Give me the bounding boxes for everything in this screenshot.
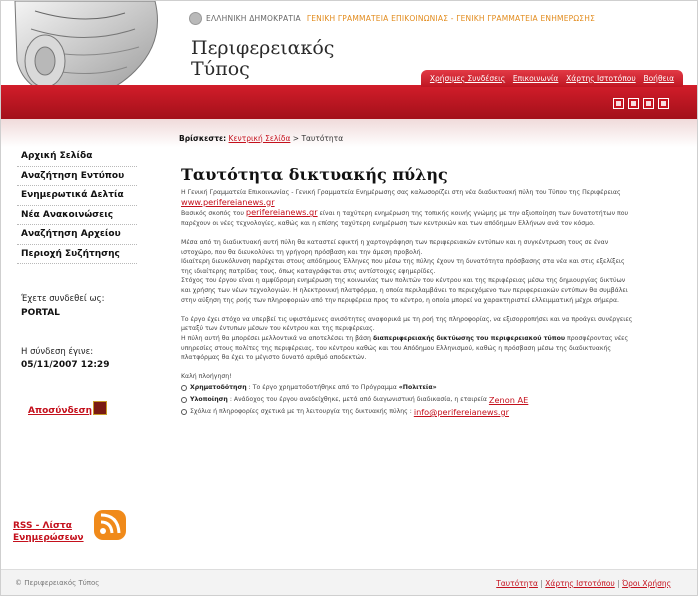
contractor-link[interactable]: Zenon AE	[488, 394, 529, 405]
connected-user: PORTAL	[21, 308, 60, 318]
copyright: © Περιφερειακός Τύπος	[15, 579, 100, 587]
nav-newsletters[interactable]: Ενημερωτικά Δελτία	[17, 186, 137, 206]
wishes: Καλή πλοήγηση!	[181, 373, 232, 381]
sitemap-link[interactable]: Χάρτης Ιστοτόπου	[566, 74, 636, 83]
nav-new-announcements[interactable]: Νέα Ανακοινώσεις	[17, 206, 137, 226]
footer-identity-link[interactable]: Ταυτότητα	[496, 579, 538, 588]
bullet-icon	[181, 409, 187, 415]
info-item: Σχόλια ή πληροφορίες σχετικά με τη λειτουργία της δικτυακής πύλης : info@perifereianews.gr	[181, 406, 633, 418]
main-content	[159, 119, 698, 569]
site-title[interactable]	[191, 38, 334, 80]
breadcrumb-label: Βρίσκεστε:	[179, 134, 227, 143]
paragraph-inequalities: Το έργο έχει στόχο να υπερβεί τις υφιστάμενες ανισότητες αναφορικά με τη ροή της πληροφορίας, να εξισορροπήσει και να προάγει συνέργειες μεταξύ των έντυπων μέσων του κέντρου και της περιφέρειας.	[181, 315, 633, 333]
rss-icon[interactable]	[91, 507, 131, 543]
help-link[interactable]: Βοήθεια	[643, 74, 675, 83]
paragraph-diaspora: Ιδιαίτερη διευκόλυνση παρέχεται στους απόδημους Έλληνες που μέσω της πύλης έχουν τη δυνατότητα πρόσβασης στα νέα και στις εξελίξεις της ιδιαίτερης πατρίδας τους, όπως καταγράφεται στις αντίστοιχες εφημερίδες.	[181, 258, 625, 275]
paragraph-mapping: Μέσα από τη διαδικτυακή αυτή πύλη θα καταστεί εφικτή η χαρτογράφηση των περιφερειακών εντύπων και η συγκέντρωση τους σε έναν ιστοχώρο, που θα διευκολύνει τη γρήγορη πρόσβαση και την άμεση προβολή.	[181, 238, 609, 256]
rss-link[interactable]: RSS - Λίστα Ενημερώσεων	[13, 521, 84, 543]
republic-label: ΕΛΛΗΝΙΚΗ ΔΗΜΟΚΡΑΤΙΑ	[206, 13, 301, 23]
breadcrumb-current: > Ταυτότητα	[292, 134, 344, 143]
breadcrumb	[179, 134, 343, 143]
footer	[1, 569, 698, 596]
logout-link[interactable]: Αποσύνδεση	[28, 406, 93, 416]
site-url-link[interactable]: www.perifereianews.gr	[181, 196, 275, 207]
footer-sitemap-link[interactable]: Χάρτης Ιστοτόπου	[545, 579, 615, 588]
accessibility-icon[interactable]	[628, 98, 639, 109]
footer-links: Ταυτότητα | Χάρτης Ιστοτόπου | Όροι Χρήσης	[496, 579, 671, 588]
sidebar-nav	[17, 147, 137, 264]
site-title-line-1: Περιφερειακός	[191, 37, 335, 59]
info-email-link[interactable]: info@perifereianews.gr	[413, 406, 510, 417]
top-links	[421, 70, 683, 87]
secretariats-label: ΓΕΝΙΚΗ ΓΡΑΜΜΑΤΕΙΑ ΕΠΙΚΟΙΝΩΝΙΑΣ - ΓΕΝΙΚΗ ΓΡΑΜΜΑΤΕΙΑ ΕΝΗΜΕΡΩΣΗΣ	[306, 13, 596, 23]
toolbar-icons	[613, 98, 669, 109]
site-title-line-2: Τύπος	[191, 58, 250, 80]
nav-search-archive[interactable]: Αναζήτηση Αρχείου	[17, 225, 137, 245]
connected-as-label: Έχετε συνδεθεί ως:	[21, 294, 105, 304]
footer-terms-link[interactable]: Όροι Χρήσης	[622, 579, 671, 588]
paragraph-networking: Η πύλη αυτή θα μπορέσει μελλοντικά να αποτελέσει τη βάση διαπεριφερειακής δικτύωσης του περιφερειακού τύπου προσφέροντας νέες υπηρεσίες στους πολίτες της περιφέρειας, του κέντρου καθώς και του Απόδημου Ελληνισμού, καθώς η πρόσβαση μέσω της διαδικτυακής πλατφόρμας θα έχει το μέγιστο δυνατό αριθμό αποδεκτών.	[181, 334, 629, 362]
paragraph-goal: Στόχος του έργου είναι η αμφίδρομη ενημέρωση της κοινωνίας των πολιτών του κέντρου και της περιφέρειας μέσω της δημιουργίας δικτύων και χρήσης των νέων τεχνολογιών. Η ηλεκτρονική πλατφόρμα, η οποία περιλαμβάνει το περιεχόμενο των περιφερειακών εντύπων θα συμβάλει στην αύξηση της ροής των πληροφοριών από την περιφέρεια προς το κέντρο, η οποία μπορεί να χαρακτηριστεί ελλειμματική μέχρι σήμερα.	[181, 277, 628, 304]
page-title: Ταυτότητα δικτυακής πύλης	[181, 165, 448, 184]
login-time-label: Η σύνδεση έγινε:	[21, 347, 94, 357]
brand-link[interactable]: perifereianews.gr	[245, 207, 318, 218]
funding-item: Χρηματοδότηση : Το έργο χρηματοδοτήθηκε από το Πρόγραμμα «Πολιτεία»	[181, 382, 633, 394]
breadcrumb-home-link[interactable]: Κεντρική Σελίδα	[228, 134, 291, 143]
greek-seal-icon	[189, 12, 202, 25]
contact-link[interactable]: Επικοινωνία	[512, 74, 559, 83]
bullet-icon	[181, 385, 187, 391]
useful-links-link[interactable]: Χρήσιμες Συνδέσεις	[429, 74, 506, 83]
ministry-banner	[189, 10, 595, 26]
email-icon[interactable]	[643, 98, 654, 109]
logout-icon[interactable]	[93, 401, 107, 415]
bullet-icon	[181, 397, 187, 403]
implementation-item: Υλοποίηση : Ανάδοχος του έργου αναδείχθηκε, μετά από διαγωνιστική διαδικασία, η εταιρεία Zenon AE	[181, 394, 633, 406]
header	[1, 1, 698, 119]
purpose-paragraph: Βασικός σκοπός του perifereianews.gr είναι η ταχύτερη ενημέρωση της τοπικής κοινής γνώμης με την αξιοποίηση των δυνατοτήτων που παρέχουν οι νέες τεχνολογίες, καθώς και η επίσης ταχύτερη ενημέρωση των κεντρικών και των απόδημων Ελλήνων ανά τον κόσμο.	[181, 207, 629, 227]
text-size-icon[interactable]	[613, 98, 624, 109]
article-body	[181, 188, 633, 418]
header-red-band	[1, 85, 698, 119]
login-time: 05/11/2007 12:29	[21, 360, 110, 370]
sidebar	[1, 119, 159, 569]
nav-search-publication[interactable]: Αναζήτηση Εντύπου	[17, 167, 137, 187]
nav-discussion-area[interactable]: Περιοχή Συζήτησης	[17, 245, 137, 265]
print-icon[interactable]	[658, 98, 669, 109]
nav-home[interactable]: Αρχική Σελίδα	[17, 147, 137, 167]
intro-paragraph: Η Γενική Γραμματεία Επικοινωνίας - Γενική Γραμματεία Ενημέρωσης σας καλωσορίζει στη νέα διαδικτυακή πύλη του Τύπου της Περιφέρειας www.perifereianews.gr	[181, 189, 621, 207]
